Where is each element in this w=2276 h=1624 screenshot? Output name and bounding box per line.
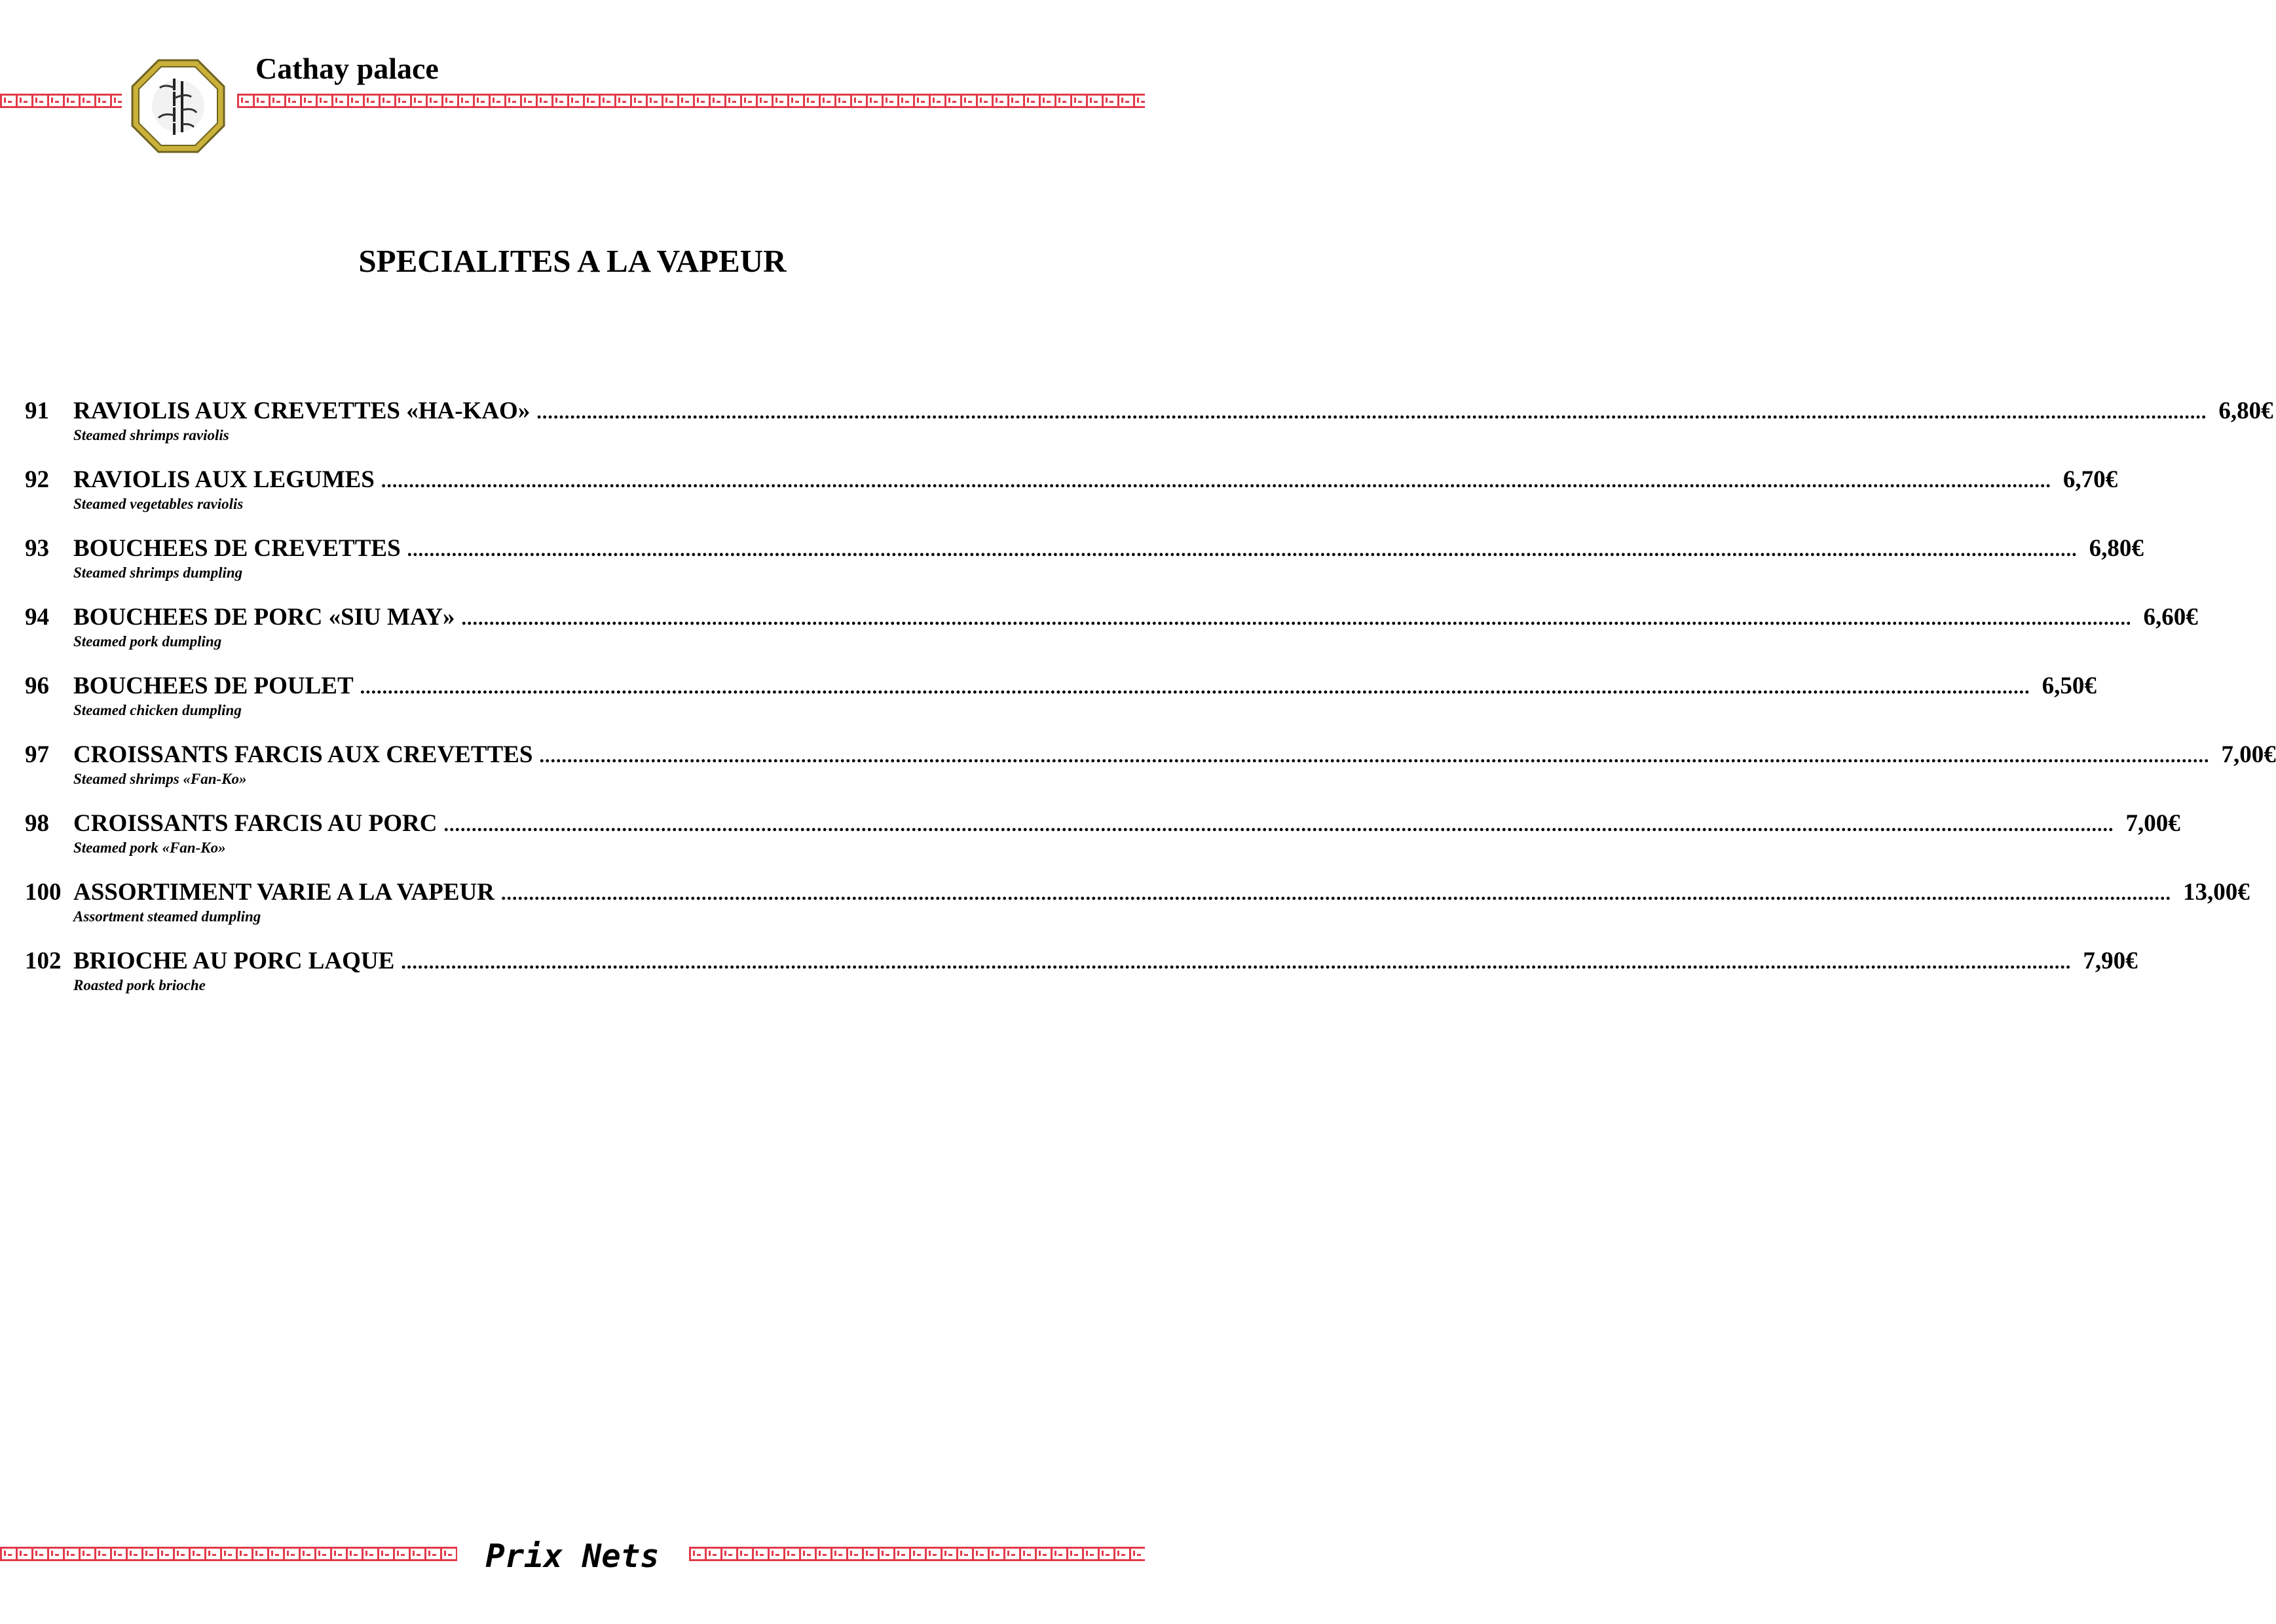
item-number: 94 bbox=[25, 604, 49, 631]
section-title: SPECIALITES A LA VAPEUR bbox=[358, 243, 787, 279]
item-description: Steamed shrimps dumpling bbox=[73, 564, 243, 581]
item-name: BOUCHEES DE PORC «SIU MAY» bbox=[73, 604, 455, 631]
dot-leader: ............................................................................................................................................................................................................................................................................................................ bbox=[539, 745, 2210, 767]
item-description: Steamed vegetables raviolis bbox=[73, 496, 244, 512]
item-description: Assortment steamed dumpling bbox=[73, 908, 261, 925]
item-price: 6,60€ bbox=[2143, 604, 2198, 631]
dot-leader: ............................................................................................................................................................................................................................................................................................................ bbox=[381, 470, 2051, 492]
item-number: 97 bbox=[25, 741, 49, 768]
restaurant-logo bbox=[131, 59, 225, 153]
item-name: BRIOCHE AU PORC LAQUE bbox=[73, 948, 395, 974]
item-name: CROISSANTS FARCIS AU PORC bbox=[73, 810, 438, 837]
item-number: 98 bbox=[25, 810, 49, 837]
header-border-right bbox=[237, 94, 1145, 108]
item-price: 6,50€ bbox=[2042, 673, 2097, 699]
menu-item bbox=[25, 672, 2097, 741]
item-price: 7,90€ bbox=[2083, 948, 2138, 974]
menu-item bbox=[25, 947, 2138, 1016]
item-description: Steamed shrimps «Fan-Ko» bbox=[73, 771, 247, 787]
header-border-left bbox=[0, 94, 122, 108]
bamboo-octagon-logo-icon bbox=[131, 59, 225, 153]
menu-item bbox=[25, 603, 2198, 672]
item-name: CROISSANTS FARCIS AUX CREVETTES bbox=[73, 741, 533, 768]
item-number: 92 bbox=[25, 466, 49, 493]
item-number: 93 bbox=[25, 535, 49, 562]
item-name: RAVIOLIS AUX LEGUMES bbox=[73, 466, 375, 493]
item-price: 6,80€ bbox=[2089, 535, 2144, 562]
item-number: 91 bbox=[25, 397, 49, 424]
menu-item bbox=[25, 397, 2273, 466]
dot-leader: ............................................................................................................................................................................................................................................................................................................ bbox=[407, 539, 2078, 561]
item-name: RAVIOLIS AUX CREVETTES «HA-KAO» bbox=[73, 397, 531, 424]
restaurant-name: Cathay palace bbox=[255, 52, 439, 85]
dot-leader: ............................................................................................................................................................................................................................................................................................................ bbox=[443, 814, 2114, 836]
item-name: ASSORTIMENT VARIE A LA VAPEUR bbox=[73, 879, 495, 906]
footer-note: Prix Nets bbox=[485, 1538, 660, 1575]
menu-item bbox=[25, 741, 2276, 809]
dot-leader: ............................................................................................................................................................................................................................................................................................................ bbox=[360, 676, 2030, 698]
item-description: Steamed pork dumpling bbox=[73, 633, 222, 650]
item-price: 7,00€ bbox=[2125, 810, 2180, 837]
menu-item bbox=[25, 809, 2180, 878]
item-name: BOUCHEES DE CREVETTES bbox=[73, 535, 401, 562]
item-description: Steamed pork «Fan-Ko» bbox=[73, 840, 226, 856]
menu-list bbox=[25, 397, 2276, 1016]
item-description: Steamed shrimps raviolis bbox=[73, 427, 229, 443]
item-description: Steamed chicken dumpling bbox=[73, 702, 242, 718]
item-number: 96 bbox=[25, 673, 49, 699]
dot-leader: ............................................................................................................................................................................................................................................................................................................ bbox=[461, 608, 2132, 629]
footer-border-right bbox=[689, 1547, 1145, 1561]
item-number: 102 bbox=[25, 948, 62, 974]
item-name: BOUCHEES DE POULET bbox=[73, 673, 354, 699]
item-price: 6,70€ bbox=[2062, 466, 2118, 493]
menu-item bbox=[25, 466, 2118, 534]
item-number: 100 bbox=[25, 879, 62, 906]
dot-leader: ............................................................................................................................................................................................................................................................................................................ bbox=[401, 951, 2072, 973]
item-price: 7,00€ bbox=[2221, 741, 2276, 768]
item-price: 6,80€ bbox=[2218, 397, 2273, 424]
menu-item bbox=[25, 534, 2144, 603]
item-description: Roasted pork brioche bbox=[73, 977, 206, 993]
dot-leader: ............................................................................................................................................................................................................................................................................................................ bbox=[536, 401, 2207, 423]
dot-leader: ............................................................................................................................................................................................................................................................................................................ bbox=[501, 883, 2172, 904]
menu-item bbox=[25, 878, 2250, 947]
footer-border-left bbox=[0, 1547, 457, 1561]
item-price: 13,00€ bbox=[2183, 879, 2250, 906]
